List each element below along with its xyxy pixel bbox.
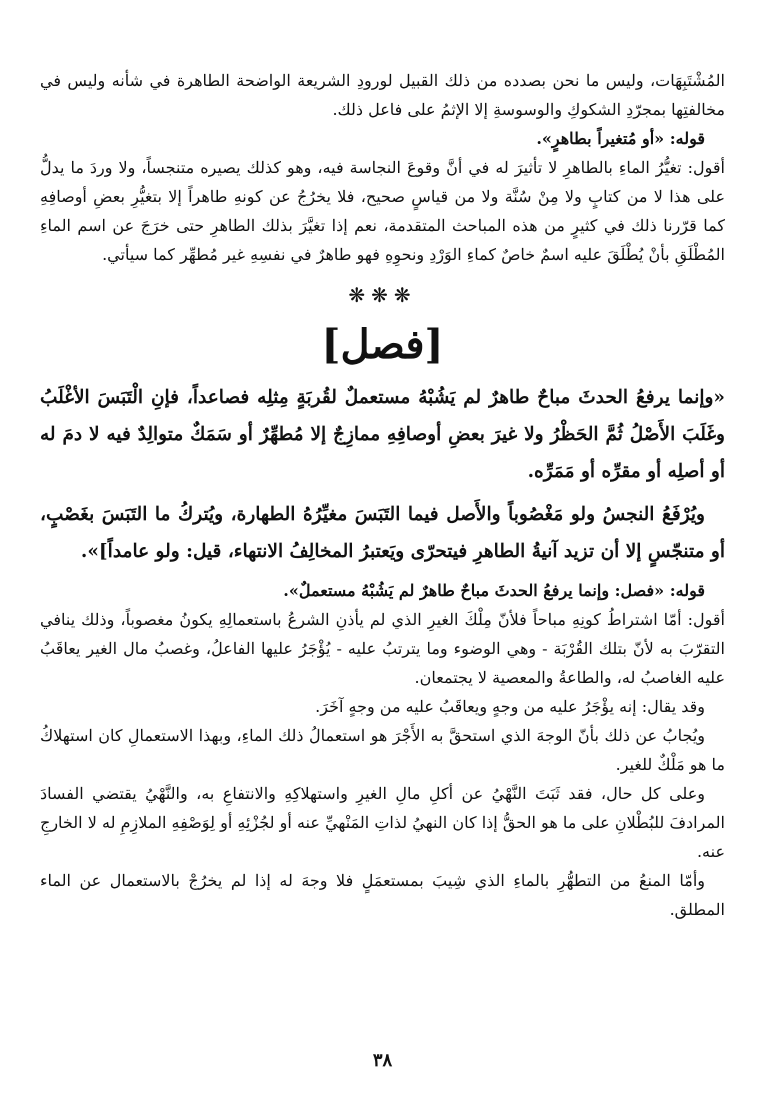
main-text-paragraph: «وإنما يرفعُ الحدثَ مباحٌ طاهرٌ لم يَشُبْهُ مستعملٌ لقُربَةٍ مِثلِه فصاعداً، فإنِ الْتَبَسَ الأغْلَبُ وغَلَبَ الأَصْلُ ثُمَّ الحَظْرُ ولا غيرَ بعضِ أوصافِهِ ممازِجٌ إلا مُطهِّرٌ أو سَمَكٌ متوالِدٌ فيه لا دمَ له أو أصلِه أو مقرِّه أو مَمَرِّه.	[40, 387, 725, 482]
commentary-paragraph: ويُجابُ عن ذلك بأنّ الوجهَ الذي استحقَّ به الأَجْرَ هو استعمالُ ذلك الماءِ، وبهذا الاستعمالِ كان استهلاكُ ما هو مَلْكٌ للغير.	[40, 726, 725, 774]
section-title: [فصل]	[321, 321, 444, 368]
commentary-paragraph: وقد يقال: إنه يؤْجَرُ عليه من وجهٍ ويعاقَبُ عليه من وجهٍ آخَرَ.	[315, 697, 705, 716]
section-separator: ❋❋❋	[348, 283, 417, 307]
paragraph-continuation: المُشْتَبِهَات، وليس ما نحن بصدده من ذلك القبيل لورودِ الشريعة الواضحة الطاهرة في شأنه وليس في مخالفتِها بمجرّدِ الشكوكِ والوسوسةِ إلا الإثمُ على فاعل ذلك.	[40, 71, 725, 119]
commentary-paragraph: أقول: أمّا اشتراطُ كونِهِ مباحاً فلأنّ مِلْكَ الغيرِ الذي لم يأذنِ الشرعُ باستعمالِهِ يكونُ مغصوباً، وذلك ينافي التقرّبَ به لأنّ بتلك القُرْبَة - وهي الوضوء وما يترتبُ عليه - يُؤْجَرُ عليها الفاعلُ، وغصبُ مال الغير يعاقَبُ عليه الغاصبُ له، والطاعةُ والمعصية لا يجتمعان.	[40, 610, 725, 687]
quote-header: قوله: «فصل: وإنما يرفعُ الحدثَ مباحٌ طاهرٌ لم يَشُبْهُ مستعملٌ».	[283, 581, 705, 600]
main-text-paragraph: ويُرْفَعُ النجسُ ولو مَغْصُوباً والأَصل فيما التَبَسَ مغيِّرُهُ الطهارة، ويُتركُ ما التَبَسَ بغَصْبٍ، أو متنجّسٍ إلا أن تزيد آنيةُ الطاهرِ فيتحرّى ويَعتبرُ المخالِفُ الانتهاء، قيل: ولو عامداً]».	[40, 504, 725, 562]
page-body	[40, 66, 725, 924]
commentary-paragraph: وعلى كل حال، فقد ثَبَتَ النَّهْيُ عن أكلِ مالِ الغيرِ واستهلاكِهِ والانتفاعِ به، والنَّهْيُ يقتضي الفسادَ المرادفَ للبُطْلانِ على ما هو الحقُّ إذا كان النهيُ لذاتِ المَنْهيِّ عنه أو لجُزْئِهِ أو لِوَصْفِهِ الملازِمِ له لا الخارجِ عنه.	[40, 784, 725, 861]
commentary-paragraph: أقول: تغيُّرُ الماءِ بالطاهرِ لا تأثيرَ له في أنَّ وقوعَ النجاسة فيه، وهو كذلك يصيره متنجساً، ولا وردَ ما يدلُّ على هذا لا من كتابٍ ولا مِنْ سُنَّة ولا من قياسٍ صحيح، فلا يخرُجُ عن كونهِ طاهراً إلا بتغيُّرِ بعضِ أوصافِهِ كما قرّرنا ذلك في كثيرٍ من هذه المباحث المتقدمة، نعم إذا تغيَّرَ بذلك الطاهرِ حتى خرَجَ عن اسم الماءِ المُطْلَقِ بأنْ يُطْلَقَ عليه اسمٌ خاصٌ كماءِ الوَرْدِ ونحوِهِ فهو طاهرٌ في نفسِهِ غير مُطهِّر كما سيأتي.	[40, 158, 725, 264]
quote-header: قوله: «أو مُتغيراً بطاهرٍ».	[536, 129, 705, 148]
commentary-paragraph: وأمّا المنعُ من التطهُّرِ بالماءِ الذي شِيبَ بمستعمَلٍ فلا وجهَ له إذا لم يخرُجْ بالاستعمال عن الماء المطلق.	[40, 871, 725, 919]
page-number: ٣٨	[372, 1050, 393, 1071]
